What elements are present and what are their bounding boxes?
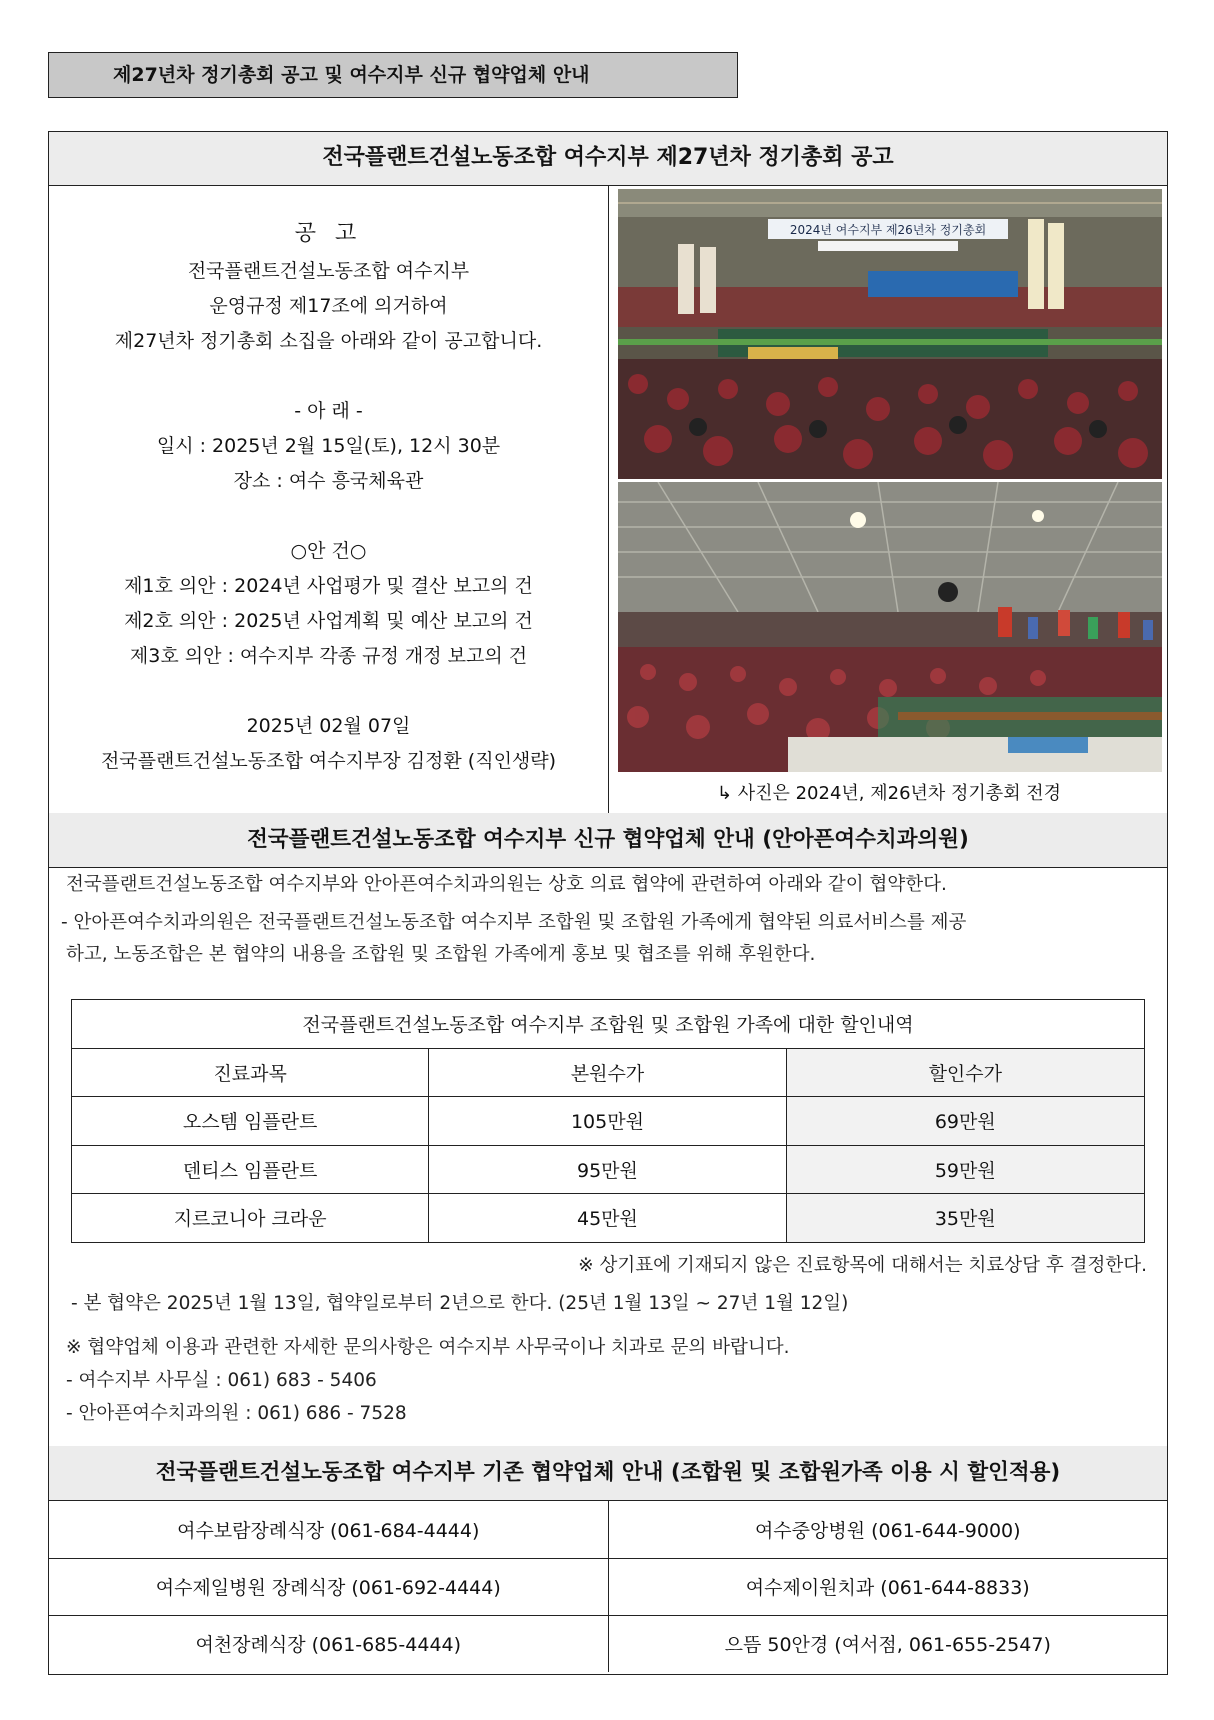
table-cell: 59만원 (786, 1145, 1144, 1194)
contact-clinic: - 안아픈여수치과의원 : 061) 686 - 7528 (66, 1403, 407, 1424)
agenda-item: 제3호 의안 : 여수지부 각종 규정 개정 보고의 건 (129, 645, 528, 667)
column-header: 본원수가 (429, 1048, 786, 1097)
notice-date: 2025년 02월 07일 (246, 715, 411, 737)
partner-cell: 여수중앙병원 (061-644-9000) (608, 1501, 1167, 1558)
meeting-place: 장소 : 여수 흥국체육관 (233, 470, 424, 492)
contact-note: ※ 협약업체 이용과 관련한 자세한 문의사항은 여수지부 사무국이나 치과로 문의 바랍니다. (66, 1337, 790, 1358)
discount-table-title: 전국플랜트건설노동조합 여수지부 조합원 및 조합원 가족에 대한 할인내역 (72, 1000, 1145, 1049)
agenda-label: ○안 건○ (290, 540, 367, 562)
table-row (72, 1097, 1145, 1146)
photos-panel (611, 186, 1167, 813)
general-meeting-photo-arena (618, 482, 1162, 772)
partner-cell: 으뜸 50안경 (여서점, 061-655-2547) (724, 1634, 1051, 1657)
table-cell: 45만원 (429, 1194, 786, 1243)
table-row (72, 1194, 1145, 1243)
table-cell: 35만원 (786, 1194, 1144, 1243)
below-label: - 아 래 - (294, 400, 363, 422)
partners-table (49, 1501, 1167, 1672)
meeting-datetime: 일시 : 2025년 2월 15일(토), 12시 30분 (156, 435, 501, 457)
table-cell: 105만원 (429, 1097, 786, 1146)
document-title: 제27년차 정기총회 공고 및 여수지부 신규 협약업체 안내 (48, 52, 738, 98)
partner-cell: 여천장례식장 (061-685-4444) (49, 1615, 608, 1672)
notice-signature: 전국플랜트건설노동조합 여수지부장 김정환 (직인생략) (100, 750, 557, 772)
table-cell: 덴티스 임플란트 (72, 1145, 429, 1194)
table-cell: 69만원 (786, 1097, 1144, 1146)
agreement-para: 하고, 노동조합은 본 협약의 내용을 조합원 및 조합원 가족에게 홍보 및 협조를 위해 후원한다. (66, 944, 816, 965)
section2-header: 전국플랜트건설노동조합 여수지부 신규 협약업체 안내 (안아픈여수치과의원) (49, 813, 1167, 868)
main-frame (48, 131, 1168, 1675)
general-meeting-photo-stage (618, 189, 1162, 479)
table-note: ※ 상기표에 기재되지 않은 진료항목에 대해서는 치료상담 후 결정한다. (578, 1255, 1147, 1276)
agreement-term: - 본 협약은 2025년 1월 13일, 협약일로부터 2년으로 한다. (25년 1월 13일 ~ 27년 1월 12일) (71, 1293, 849, 1314)
column-header: 진료과목 (72, 1048, 429, 1097)
agreement-para: - 안아픈여수치과의원은 전국플랜트건설노동조합 여수지부 조합원 및 조합원 가족에게 협약된 의료서비스를 제공 (61, 912, 967, 933)
contact-office: - 여수지부 사무실 : 061) 683 - 5406 (66, 1370, 377, 1391)
notice-panel (49, 186, 609, 813)
table-cell: 95만원 (429, 1145, 786, 1194)
partner-cell: 여수제이원치과 (061-644-8833) (608, 1558, 1167, 1615)
agenda-item: 제1호 의안 : 2024년 사업평가 및 결산 보고의 건 (124, 575, 533, 597)
table-row (49, 1501, 1167, 1558)
discount-table (71, 999, 1145, 1243)
table-row (49, 1558, 1167, 1615)
agreement-para: 전국플랜트건설노동조합 여수지부와 안아픈여수치과의원는 상호 의료 협약에 관련하여 아래와 같이 협약한다. (66, 874, 947, 895)
photo-banner-text: 2024년 여수지부 제26년차 정기총회 (789, 223, 987, 237)
table-cell: 지르코니아 크라운 (72, 1194, 429, 1243)
photo-caption: ↳ 사진은 2024년, 제26년차 정기총회 전경 (716, 783, 1062, 804)
agenda-item: 제2호 의안 : 2025년 사업계획 및 예산 보고의 건 (124, 610, 533, 632)
column-header: 할인수가 (786, 1048, 1144, 1097)
intro-line: 전국플랜트건설노동조합 여수지부 (187, 260, 470, 282)
section1-header: 전국플랜트건설노동조합 여수지부 제27년차 정기총회 공고 (49, 132, 1167, 186)
table-row (49, 1615, 1167, 1672)
partner-cell: 여수보람장례식장 (061-684-4444) (49, 1501, 608, 1558)
notice-heading: 공 고 (294, 221, 363, 246)
table-row (72, 1145, 1145, 1194)
table-cell: 오스템 임플란트 (72, 1097, 429, 1146)
partner-cell: 여수제일병원 장례식장 (061-692-4444) (49, 1558, 608, 1615)
intro-line: 제27년차 정기총회 소집을 아래와 같이 공고합니다. (114, 330, 543, 352)
intro-line: 운영규정 제17조에 의거하여 (209, 295, 448, 317)
section3-header: 전국플랜트건설노동조합 여수지부 기존 협약업체 안내 (조합원 및 조합원가족 이용 시 할인적용) (49, 1446, 1167, 1501)
